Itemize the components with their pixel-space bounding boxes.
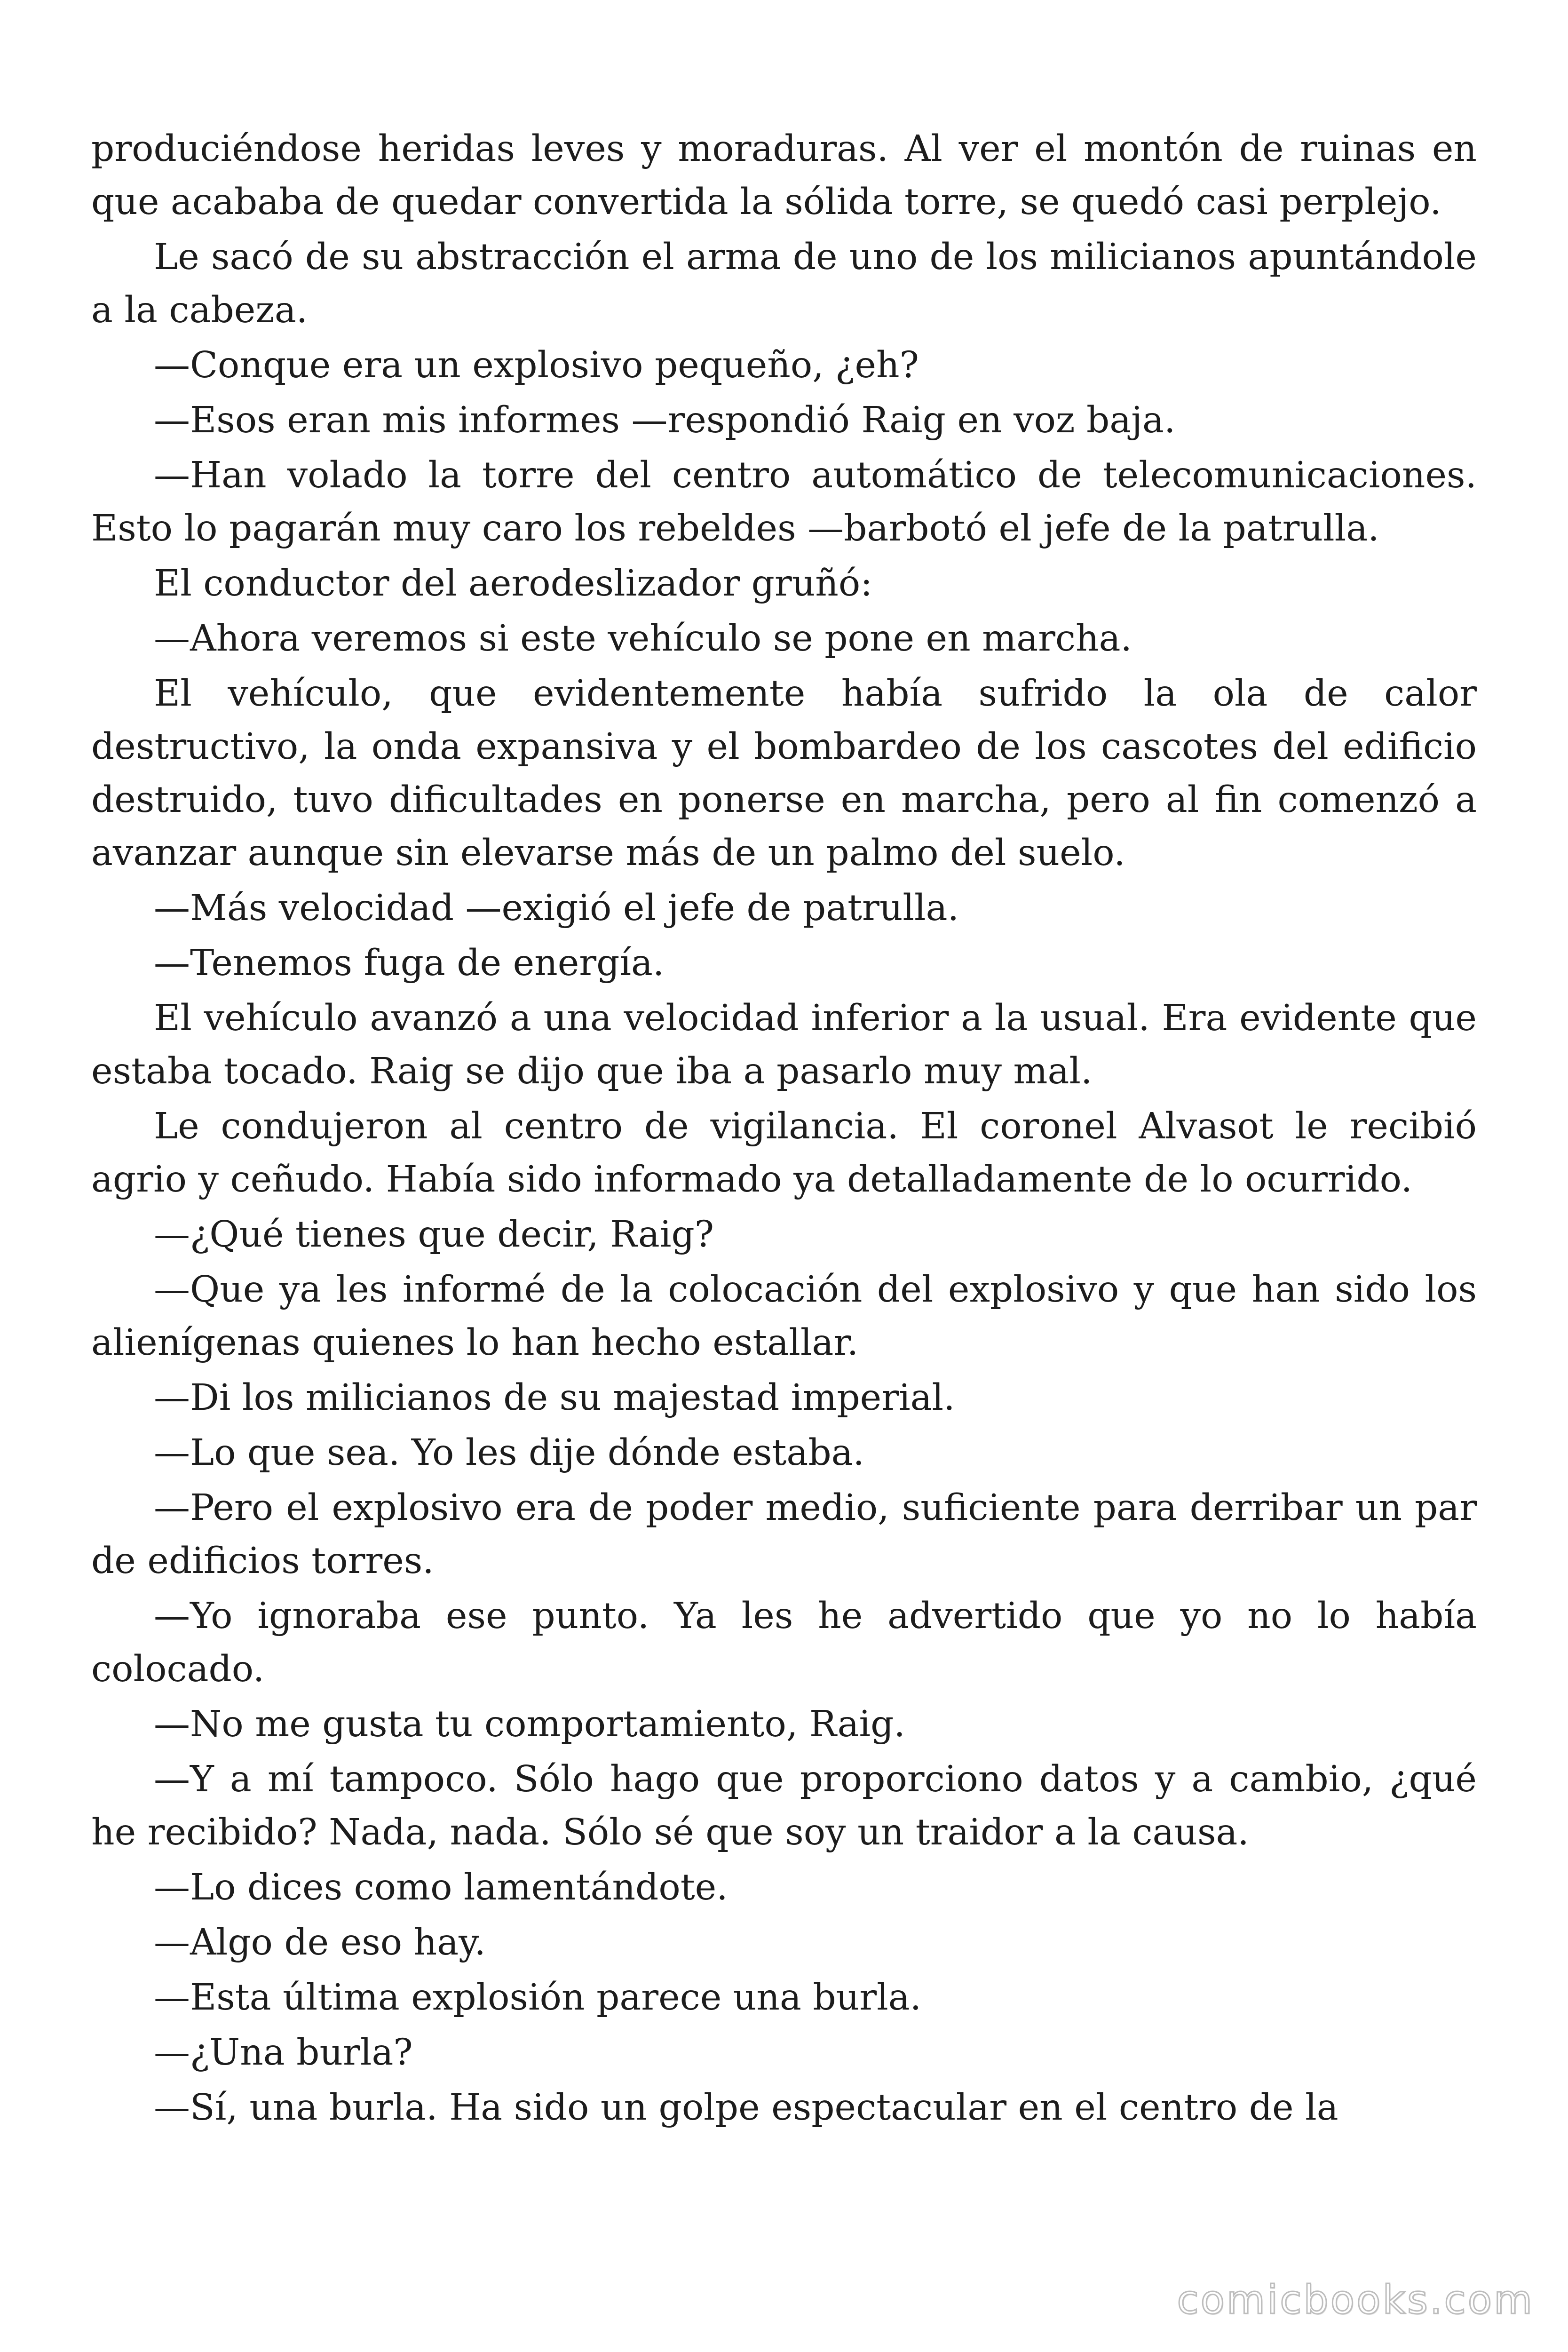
paragraph-1: produciéndose heridas leves y moraduras. Al ver el montón de ruinas en que acababa de quedar convertida la sólida torre, se quedó casi perplejo. (91, 128, 1477, 223)
paragraph-10: —Tenemos fuga de energía. (154, 942, 665, 984)
paragraph-4: —Esos eran mis informes —respondió Raig en voz baja. (154, 399, 1176, 441)
paragraph-6: El conductor del aerodeslizador gruñó: (154, 563, 873, 604)
paragraph-12: Le condujeron al centro de vigilancia. El coronel Alvasot le recibió agrio y ceñudo. Había sido informado ya detalladamente de lo ocurrido. (91, 1105, 1477, 1200)
paragraph-16: —Lo que sea. Yo les dije dónde estaba. (154, 1432, 865, 1474)
paragraph-3: —Conque era un explosivo pequeño, ¿eh? (154, 344, 919, 386)
paragraph-15: —Di los milicianos de su majestad imperial. (154, 1377, 955, 1419)
paragraph-20: —Y a mí tampoco. Sólo hago que proporciono datos y a cambio, ¿qué he recibido? Nada, nada. Sólo sé que soy un traidor a la causa. (91, 1758, 1477, 1853)
paragraph-13: —¿Qué tienes que decir, Raig? (154, 1214, 714, 1255)
watermark: comicbooks.com (1177, 2277, 1534, 2323)
paragraph-22: —Algo de eso hay. (154, 1922, 486, 1963)
paragraph-24: —¿Una burla? (154, 2032, 413, 2074)
paragraph-23: —Esta última explosión parece una burla. (154, 1977, 922, 2018)
paragraph-9: —Más velocidad —exigió el jefe de patrulla. (154, 887, 959, 929)
paragraph-19: —No me gusta tu comportamiento, Raig. (154, 1703, 905, 1745)
paragraph-14: —Que ya les informé de la colocación del explosivo y que han sido los alienígenas quienes lo han hecho estallar. (91, 1269, 1477, 1364)
paragraph-8: El vehículo, que evidentemente había sufrido la ola de calor destructivo, la onda expansiva y el bombardeo de los cascotes del edificio destruido, tuvo dificultades en ponerse en marcha, pero al fin comenzó a avanzar aunque sin elevarse más de un palmo del suelo. (91, 673, 1477, 874)
paragraph-25: —Sí, una burla. Ha sido un golpe espectacular en el centro de la (154, 2087, 1338, 2129)
paragraph-7: —Ahora veremos si este vehículo se pone en marcha. (154, 618, 1132, 660)
paragraph-18: —Yo ignoraba ese punto. Ya les he advertido que yo no lo había colocado. (91, 1595, 1477, 1690)
paragraph-5: —Han volado la torre del centro automático de telecomunicaciones. Esto lo pagarán muy caro los rebeldes —barbotó el jefe de la patrulla. (91, 454, 1477, 549)
paragraph-21: —Lo dices como lamentándote. (154, 1867, 728, 1908)
paragraph-17: —Pero el explosivo era de poder medio, suficiente para derribar un par de edificios torres. (91, 1487, 1477, 1582)
body-text (91, 122, 1477, 2136)
paragraph-2: Le sacó de su abstracción el arma de uno de los milicianos apuntándole a la cabeza. (91, 236, 1477, 331)
paragraph-11: El vehículo avanzó a una velocidad inferior a la usual. Era evidente que estaba tocado. Raig se dijo que iba a pasarlo muy mal. (91, 997, 1477, 1092)
